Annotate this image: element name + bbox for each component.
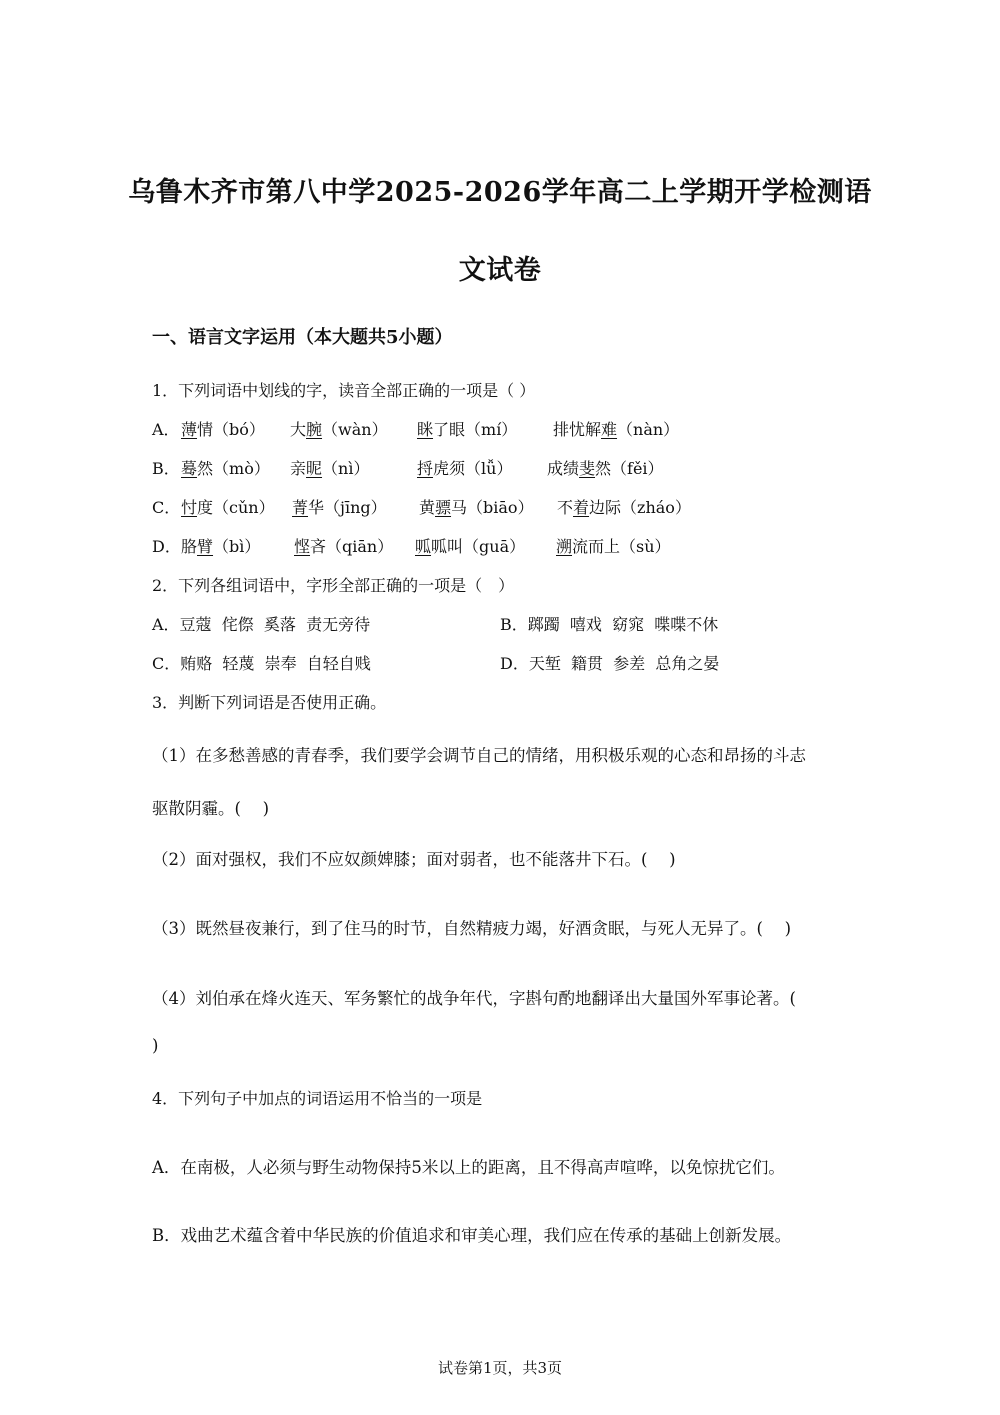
underlined-character: 捋 xyxy=(417,459,434,478)
question-3-sentence-3: （3）既然昼夜兼行，到了住马的时节，自然精疲力竭，好酒贪眠，与死人无异了。( ) xyxy=(152,919,792,938)
term-suffix: 吝（qiān） xyxy=(310,537,394,556)
question-3-sentence-4b: ) xyxy=(152,1036,159,1055)
term-suffix: 边际（zháo） xyxy=(589,498,691,517)
term-suffix: （nì） xyxy=(322,459,370,478)
underlined-character: 蓦 xyxy=(181,459,198,478)
question-3-sentence-4a: （4）刘伯承在烽火连天、军务繁忙的战争年代，字斟句酌地翻译出大量国外军事论著。( xyxy=(152,989,796,1008)
question-1-option-term xyxy=(417,417,517,440)
underlined-character: 难 xyxy=(601,420,618,439)
question-1-option-label: C． xyxy=(152,498,181,517)
question-1-option-term xyxy=(419,495,534,518)
question-1-option-term xyxy=(181,534,260,557)
term-prefix: 成绩 xyxy=(547,459,580,478)
question-1-option-term xyxy=(556,534,671,557)
question-1-option-term xyxy=(292,495,387,518)
term-suffix: 流而上（sù） xyxy=(572,537,671,556)
term-suffix: 虎须（lǚ） xyxy=(433,459,513,478)
question-1-option-term xyxy=(553,417,679,440)
term-suffix: 马（biāo） xyxy=(451,498,534,517)
question-1-option-term xyxy=(294,534,393,557)
term-suffix: 情（bó） xyxy=(197,420,265,439)
underlined-character: 溯 xyxy=(556,537,573,556)
underlined-character: 忖 xyxy=(181,498,198,517)
underlined-character: 呱 xyxy=(415,537,432,556)
question-3-stem: 3．判断下列词语是否使用正确。 xyxy=(152,693,387,712)
question-1-option-term xyxy=(415,534,525,557)
underlined-character: 骠 xyxy=(435,498,452,517)
question-1-option-label: D． xyxy=(152,537,181,556)
underlined-character: 昵 xyxy=(306,459,323,478)
term-prefix: 排忧解 xyxy=(553,420,602,439)
term-prefix: 亲 xyxy=(290,459,307,478)
question-4-option-a: A．在南极，人必须与野生动物保持5米以上的距离，且不得高声喧哗，以免惊扰它们。 xyxy=(152,1158,785,1177)
underlined-character: 菁 xyxy=(292,498,309,517)
underlined-character: 斐 xyxy=(579,459,596,478)
term-suffix: 呱叫（guā） xyxy=(431,537,526,556)
term-prefix: 胳 xyxy=(181,537,198,556)
question-1-option-term xyxy=(290,456,369,479)
question-1-option-term xyxy=(181,417,265,440)
question-1-option-term xyxy=(417,456,512,479)
term-suffix: （wàn） xyxy=(322,420,388,439)
term-suffix: 然（fěi） xyxy=(595,459,664,478)
question-2-stem: 2．下列各组词语中，字形全部正确的一项是（ ） xyxy=(152,576,515,595)
underlined-character: 腕 xyxy=(306,420,323,439)
question-1-option-term xyxy=(547,456,664,479)
term-suffix: 度（cǔn） xyxy=(197,498,275,517)
question-1-option-term xyxy=(181,495,275,518)
page-footer: 试卷第1页，共3页 xyxy=(437,1359,563,1377)
question-1-option-term xyxy=(181,456,270,479)
underlined-character: 臂 xyxy=(197,537,214,556)
term-prefix: 大 xyxy=(290,420,307,439)
term-suffix: 了眼（mí） xyxy=(433,420,518,439)
underlined-character: 薄 xyxy=(181,420,198,439)
question-3-sentence-1a: （1）在多愁善感的青春季，我们要学会调节自己的情绪，用积极乐观的心态和昂扬的斗志 xyxy=(152,746,806,765)
underlined-character: 悭 xyxy=(294,537,311,556)
exam-title-line1: 乌鲁木齐市第八中学2025-2026学年高二上学期开学检测语 xyxy=(128,177,872,208)
question-4-option-b: B．戏曲艺术蕴含着中华民族的价值追求和审美心理，我们应在传承的基础上创新发展。 xyxy=(152,1226,792,1245)
question-1-option-label: A． xyxy=(152,420,180,439)
question-2-option-a: A．豆蔻 侘傺 奚落 责无旁待 xyxy=(152,615,371,634)
question-3-sentence-1b: 驱散阴霾。( ) xyxy=(152,799,270,818)
question-1-option-label: B． xyxy=(152,459,180,478)
term-prefix: 不 xyxy=(557,498,574,517)
question-1-option-term xyxy=(557,495,691,518)
underlined-character: 着 xyxy=(573,498,590,517)
exam-title-line2: 文试卷 xyxy=(458,255,542,286)
term-suffix: 然（mò） xyxy=(197,459,270,478)
term-suffix: 华（jīng） xyxy=(308,498,387,517)
question-2-option-b: B．踯躅 嘻戏 窈窕 喋喋不休 xyxy=(500,615,719,634)
question-2-option-c: C．贿赂 轻蔑 崇奉 自轻自贱 xyxy=(152,654,371,673)
term-suffix: （nàn） xyxy=(617,420,680,439)
question-3-sentence-2: （2）面对强权，我们不应奴颜婢膝；面对弱者，也不能落井下石。( ) xyxy=(152,850,676,869)
term-prefix: 黄 xyxy=(419,498,436,517)
question-2-option-d: D．天堑 籍贯 参差 总角之晏 xyxy=(500,654,720,673)
underlined-character: 眯 xyxy=(417,420,434,439)
section-heading: 一、语言文字运用（本大题共5小题） xyxy=(152,327,453,348)
question-1-stem: 1．下列词语中划线的字，读音全部正确的一项是（ ） xyxy=(152,381,536,400)
question-4-stem: 4．下列句子中加点的词语运用不恰当的一项是 xyxy=(152,1089,483,1108)
term-suffix: （bì） xyxy=(213,537,261,556)
question-1-option-term xyxy=(290,417,388,440)
